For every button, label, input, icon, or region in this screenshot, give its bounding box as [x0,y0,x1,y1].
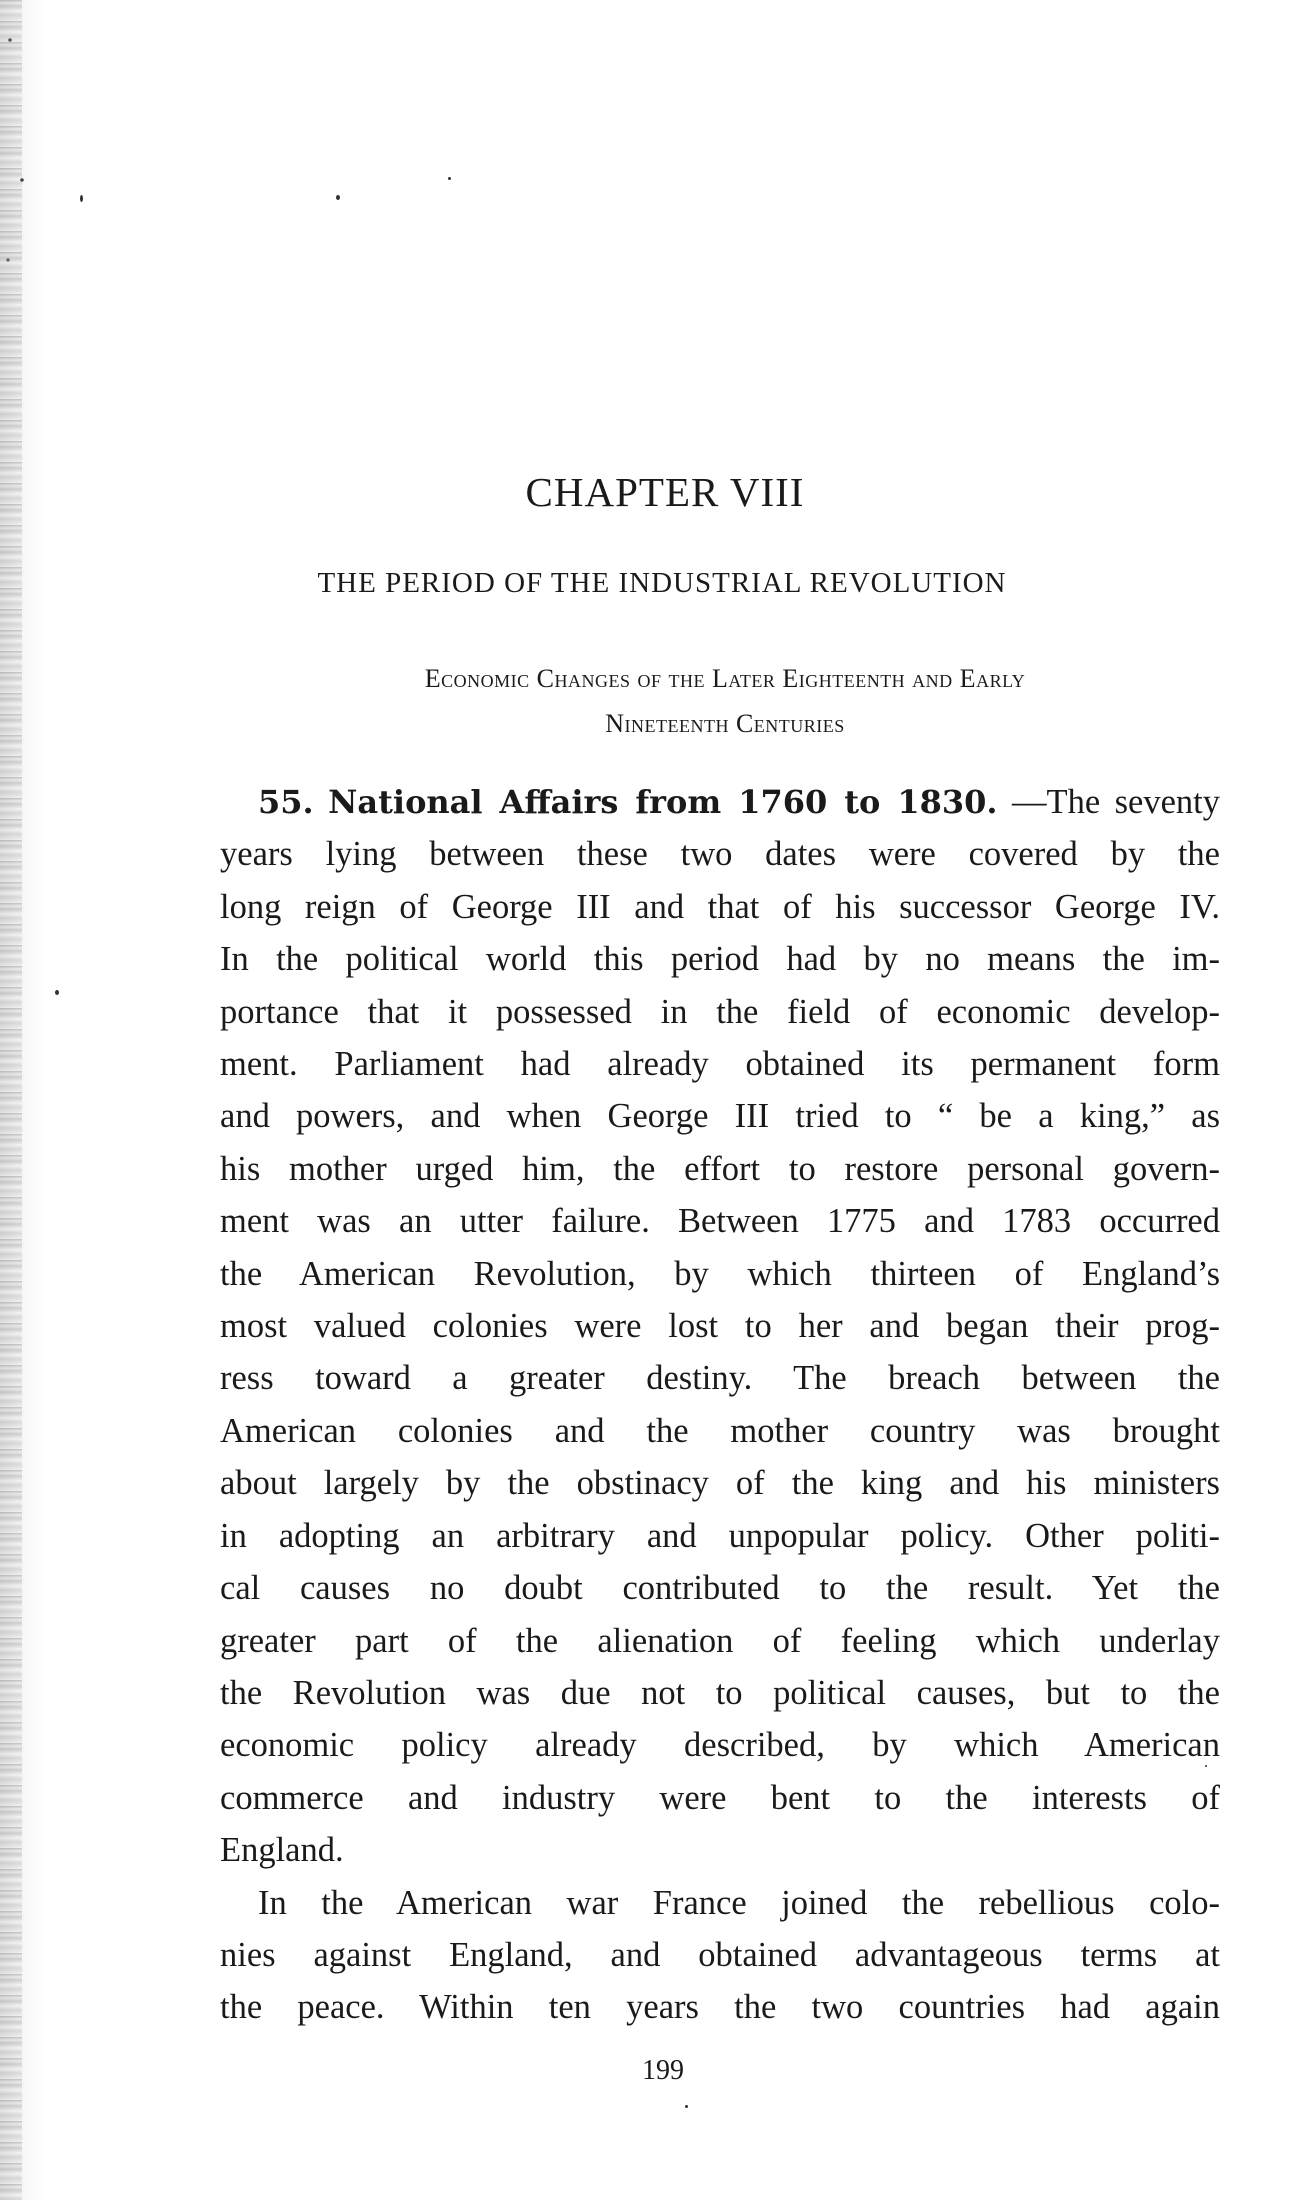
section-heading-line: Nineteenth Centuries [605,709,845,738]
section-heading-line: Economic Changes of the Later Eighteenth and Early [424,664,1026,693]
text-line: about largely by the obstinacy of the king and his ministers [220,1464,1220,1503]
text-line: ment. Parliament had already obtained its permanent form [220,1045,1220,1084]
text-line: ment was an utter failure. Between 1775 and 1783 occurred [220,1202,1220,1241]
scan-speck [80,195,83,202]
paragraph-title: National Affairs from 1760 to 1830. [328,783,998,821]
text-line: and powers, and when George III tried to “ be a king,” as [220,1097,1220,1136]
text-line: the Revolution was due not to political causes, but to the [220,1673,1220,1712]
text-line: portance that it possessed in the field of economic develop- [220,992,1220,1031]
chapter-title: THE PERIOD OF THE INDUSTRIAL REVOLUTION [317,567,1007,599]
scan-speck [685,2105,688,2108]
text-line: years lying between these two dates were covered by the [220,835,1220,874]
page-number: 199 [642,2055,684,2086]
text-line: England. [220,1831,344,1870]
scan-binding-edge [0,0,22,2200]
scan-speck [448,177,451,180]
text-line: In the political world this period had by no means the im- [220,940,1220,979]
text-line: the peace. Within ten years the two countries had again [220,1988,1220,2027]
text-line: nies against England, and obtained advantageous terms at [220,1935,1220,1974]
text-line: most valued colonies were lost to her and began their prog- [220,1307,1220,1346]
text-line: In the American war France joined the rebellious colo- [258,1883,1220,1922]
text-line: greater part of the alienation of feeling which underlay [220,1621,1220,1660]
text-line: in adopting an arbitrary and unpopular policy. Other politi- [220,1516,1220,1555]
chapter-number: CHAPTER VIII [525,469,805,515]
scan-speck [55,990,59,995]
paragraph-number: 55. [258,783,314,821]
text-line: American colonies and the mother country was brought [220,1411,1220,1450]
scan-speck [336,195,340,200]
text-line: The seventy [1046,783,1221,821]
text-line: his mother urged him, the effort to restore personal govern- [220,1149,1220,1188]
text-line: cal causes no doubt contributed to the result. Yet the [220,1569,1220,1608]
paragraph-dash: — [1012,783,1047,821]
text-line: commerce and industry were bent to the interests of [220,1778,1220,1817]
section-heading [240,656,1210,746]
text-line: ress toward a greater destiny. The breach between the [220,1359,1220,1398]
text-line: the American Revolution, by which thirteen of England’s [220,1254,1220,1293]
paragraph-first-line [220,776,1220,828]
text-line: long reign of George III and that of his successor George IV. [220,887,1220,926]
body-text [220,776,1220,2034]
text-line: economic policy already described, by which American [220,1726,1220,1765]
